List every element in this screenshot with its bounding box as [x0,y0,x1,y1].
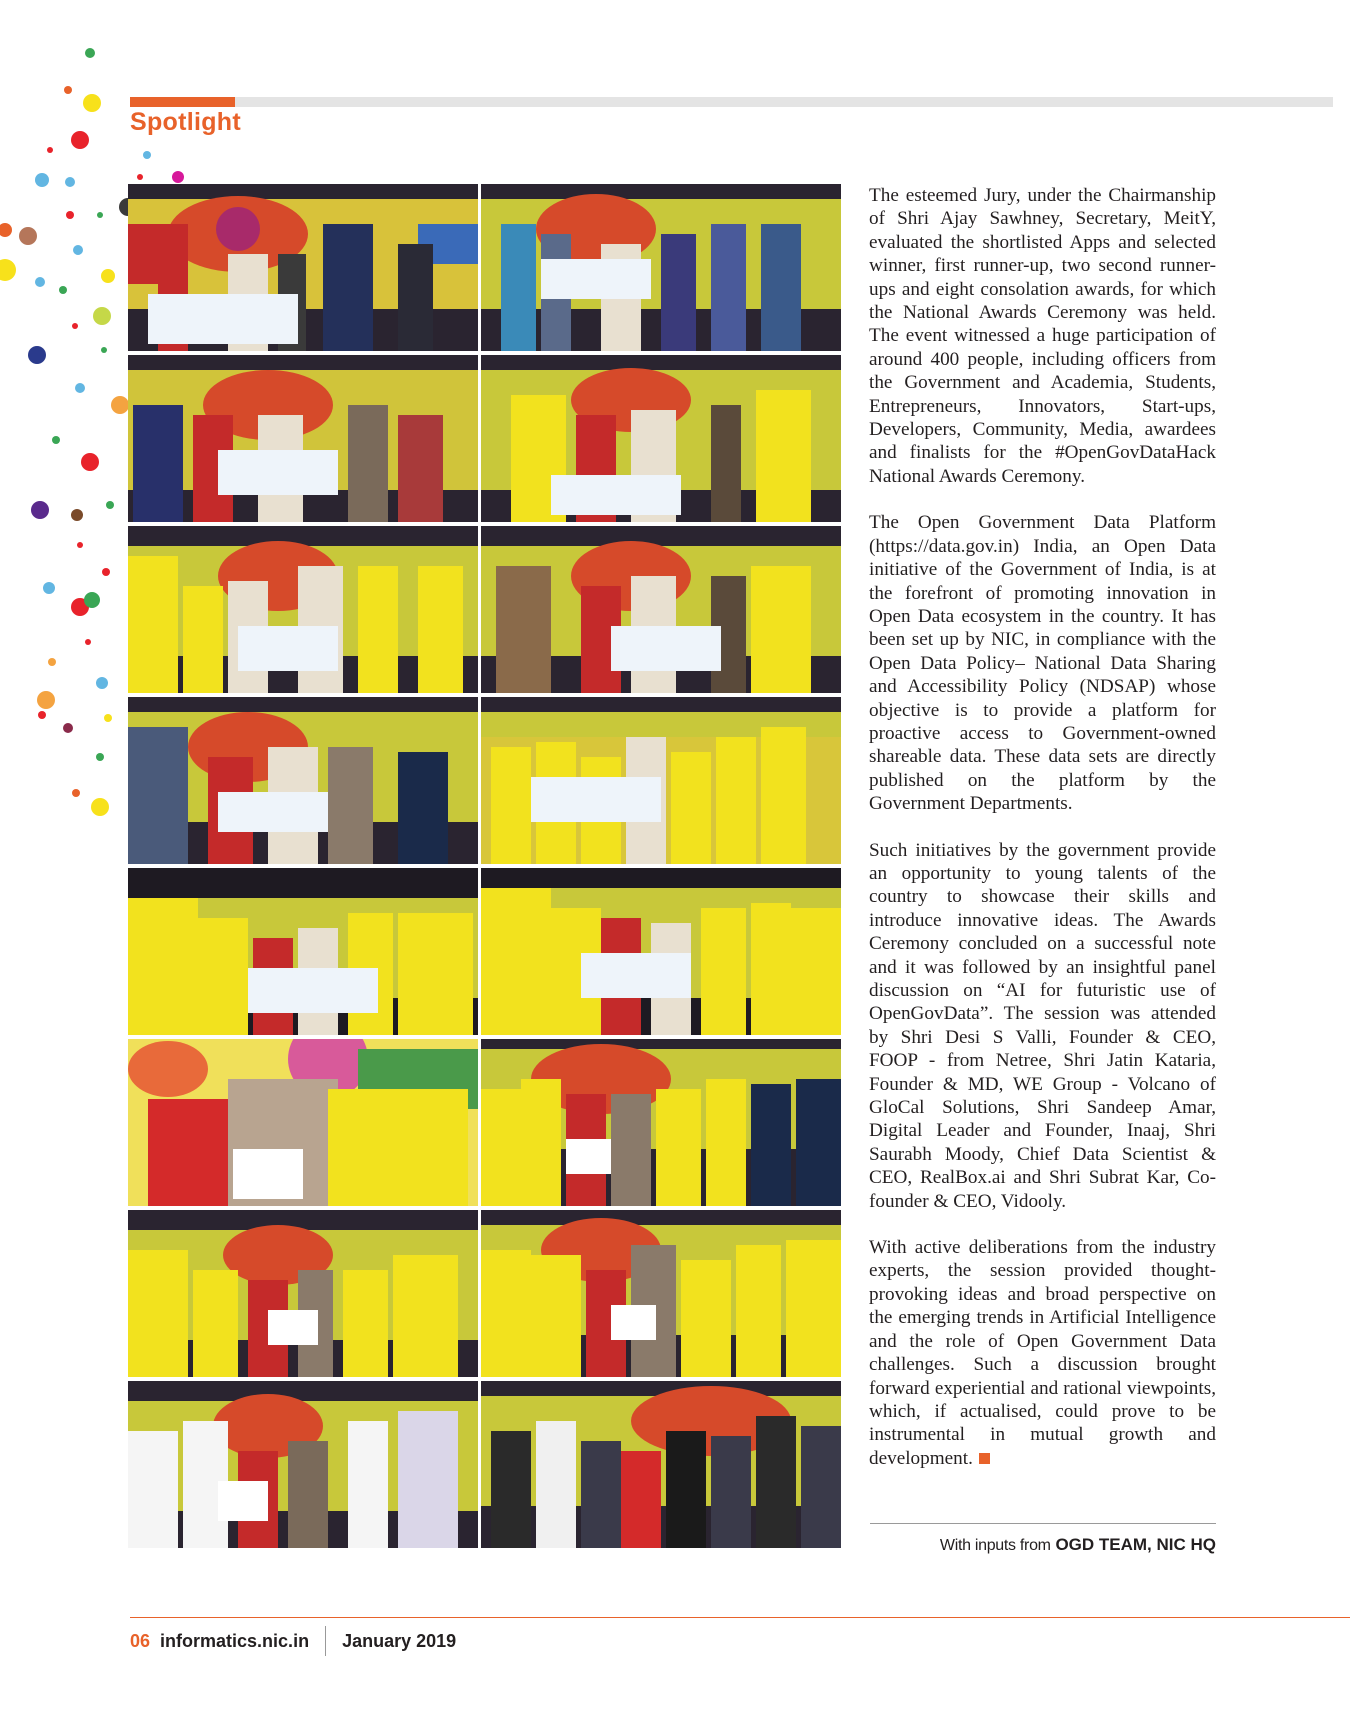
footer-divider [130,1617,1350,1618]
credit-divider [870,1523,1216,1524]
article-paragraph: Such initiatives by the government provide an opportunity to young talents of the country to showcase their skills and introduce innovative ideas. The Awards Ceremony concluded on a successful note and it was followed by an insightful panel discussion on “AI for futuristic use of OpenGovData”. The session was attended by Shri Desi S Valli, Founder & CEO, FOOP - from Netree, Shri Jatin Kataria, Founder & MD, WE Group - Volcano of GloCal Solutions, Shri Sandeep Amar, Digital Leader and Founder, Inaaj, Shri Saurabh Moody, Chief Data Scientist & CEO, RealBox.ai and Shri Subrat Kar, Co-founder & CEO, Vidooly. [869,839,1216,1212]
header-bar-accent [130,97,235,107]
credit-line [870,1535,1216,1555]
photo-3 [128,355,478,522]
photo-9 [128,868,478,1035]
photo-1 [128,184,478,351]
photo-16 [481,1381,841,1548]
photo-2 [481,184,841,351]
article-paragraph: The Open Government Data Platform (https://data.gov.in) India, an Open Data initiative of the Government of India, is at the forefront of promoting innovation in Open Data ecosystem in the country. It has been set up by NIC, in compliance with the Open Data Policy– National Data Sharing and Accessibility Policy (NDSAP) whose objective is to provide a platform for proactive access to Government-owned shareable data. These data sets are directly published on the platform by the Government Departments. [869,512,1216,815]
photo-14 [481,1210,841,1377]
article-paragraph: The esteemed Jury, under the Chairmanship of Shri Ajay Sawhney, Secretary, MeitY, evaluated the shortlisted Apps and selected winner, first runner-up, two second runner-ups and eight consolation awards, for which the National Awards Ceremony was held. The event witnessed a huge participation of around 400 people, including officers from the Government and Academia, Students, Entrepreneurs, Innovators, Start-ups, Developers, Community, Media, awardees and finalists for the #OpenGovDataHack National Awards Ceremony. [869,185,1216,487]
page-number: 06 [130,1630,151,1651]
article-paragraph-last [869,1236,1216,1470]
section-label: Spotlight [130,108,242,136]
credit-lead: With inputs from [939,1537,1051,1554]
footer-site: informatics.nic.in [160,1630,310,1651]
article-paragraph: With active deliberations from the industry experts, the session provided thought-provoking ideas and broad perspective on the emerging trends in Artificial Intelligence and the role of Open Government Data challenges. Such a discussion brought forward experiential and rational viewpoints, which, if actualised, could prove to be instrumental in mutual growth and development. [869,1237,1216,1469]
page-footer [130,1626,456,1656]
photo-4 [481,355,841,522]
header-bar [130,97,1333,107]
photo-6 [481,526,841,693]
photo-collage [128,184,846,1556]
photo-13 [128,1210,478,1377]
article-body [869,184,1216,1493]
photo-5 [128,526,478,693]
footer-separator [325,1626,326,1656]
photo-11 [128,1039,478,1206]
photo-7 [128,697,478,864]
photo-10 [481,868,841,1035]
photo-12 [481,1039,841,1206]
photo-8 [481,697,841,864]
photo-15 [128,1381,478,1548]
end-of-article-mark [979,1453,990,1464]
credit-team: OGD TEAM, NIC HQ [1055,1535,1216,1554]
footer-issue: January 2019 [342,1630,457,1651]
